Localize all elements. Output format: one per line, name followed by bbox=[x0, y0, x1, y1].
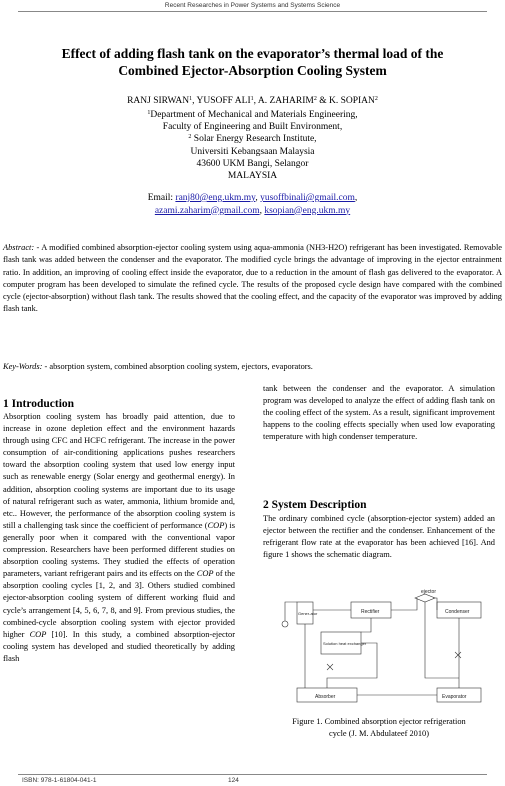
email-link-1[interactable]: ranj80@eng.ukm.my bbox=[175, 193, 256, 203]
keywords-label: Key-Words: bbox=[3, 362, 43, 371]
caption-line-2: cycle (J. M. Abdulateef 2010) bbox=[328, 729, 429, 738]
label-generator: Gener-ator bbox=[298, 611, 318, 616]
label-ejector: ejector bbox=[421, 589, 437, 595]
label-condenser: Condenser bbox=[445, 609, 470, 615]
pipe-rect-ejector bbox=[391, 598, 417, 610]
email-link-4[interactable]: ksopian@eng.ukm.my bbox=[264, 205, 351, 216]
author-4-affil: 2 bbox=[374, 96, 378, 102]
label-rectifier: Rectifier bbox=[361, 609, 380, 615]
affil-line-2: Faculty of Engineering and Built Environment, bbox=[162, 122, 343, 133]
abstract-text: - A modified combined absorption-ejector cooling system using aqua-ammonia (NH3-H2O) refrigerant has been investigated. Removable flash tank was added between the condenser and the evaporator. The modified cycle brings the advantage of improving in the ejector entrainment ratio. In addition, an improving of cooling effect inside the evaporator, due to a reduction in the amount of flash gas delivered to the evaporator. A computer program has been developed to simulate the refined cycle. The results of the proposed cycle design have compared with the combined cycle (ejector-absorption) without flash tank. The results showed that the cooling effect, and the capacity of the evaporator was improved by adding flash tank. bbox=[3, 243, 502, 314]
cop-term-1: COP bbox=[207, 520, 225, 530]
page-number: 124 bbox=[228, 777, 239, 784]
label-shx: Solution heat exchanger bbox=[323, 641, 367, 646]
paper-title bbox=[20, 45, 485, 79]
valve-1 bbox=[327, 664, 333, 670]
affil-line-4: Universiti Kebangsaan Malaysia bbox=[190, 146, 315, 157]
left-column bbox=[3, 397, 235, 665]
affil-line-6: MALAYSIA bbox=[227, 171, 278, 182]
intro-text-a: Absorption cooling system has broadly paid attention, due to increase in ozone depletion effect and the environment hazards through using CFC and HCFC refrigerant. The increase in the power consumption of air-conditioning applications pushes researchers toward the absorption cooling system that used low energy input such as renewable energy (Solar energy and geothermal energy). In addition, absorption cooling systems are important due to its usage of natural refrigerant such as water, ammonia, lithium bromide and, etc.. However, the performance of the absorption cooling system is still a challenging task since the coefficient of performance ( bbox=[3, 412, 235, 530]
cop-term-3: COP bbox=[29, 629, 47, 639]
keywords bbox=[3, 361, 502, 373]
affil-1-marker: 1 bbox=[147, 110, 151, 116]
header-rule bbox=[18, 11, 487, 12]
title-line-2: Combined Ejector-Absorption Cooling System bbox=[118, 63, 387, 78]
pipe-rect-shx bbox=[361, 618, 371, 632]
affil-line-5: 43600 UKM Bangi, Selangor bbox=[196, 158, 309, 169]
intro-text-c: of the absorption cooling cycles [1, 2, and 3]. Others studied combined ejector-absorption cooling system of different working fluid and cycle’s arrangement [4, 5, 6, 7, 8, and 9]. From previous studies, the combined-cycle absorption cooling system with ejector provided higher bbox=[3, 569, 235, 639]
intro-text-d: [10]. In this study, a combined absorption-ejector cooling system has developed and studied theoretically by adding flash bbox=[3, 629, 235, 663]
right-column-intro bbox=[263, 383, 495, 443]
isbn: ISBN: 978-1-61804-041-1 bbox=[22, 777, 97, 784]
section-2-body: The ordinary combined cycle (absorption-ejector system) added an ejector between the rectifier and the condenser. Enhancement of the refrigerant flow rate at the evaporator has been achieved [16]. And figure 1 shows the schematic diagram. bbox=[263, 514, 495, 560]
intro-text-b: ) is generally poor when it compared with the conventional vapor compression. Researchers have been performed different studies on absorption cooling systems. They studied the effects of operation parameters, variant refrigerant pairs and its effects on the bbox=[3, 520, 236, 579]
pump-symbol bbox=[282, 621, 288, 627]
pipe-pump-gen bbox=[285, 602, 297, 621]
author-2-affil: 1 bbox=[250, 96, 254, 102]
section-1-body bbox=[3, 411, 235, 665]
label-evaporator: Evaporator bbox=[442, 694, 467, 700]
abstract-label: Abstract: bbox=[3, 243, 35, 252]
section-2-heading: 2 System Description bbox=[263, 499, 367, 511]
pipe-ejector-cond bbox=[433, 598, 437, 610]
author-1: RANJ SIRWAN bbox=[127, 96, 190, 106]
email-link-3[interactable]: azami.zaharim@gmail.com bbox=[154, 205, 260, 216]
email-label: Email: bbox=[147, 193, 174, 203]
author-2: YUSOFF ALI bbox=[196, 96, 251, 106]
valve-2 bbox=[455, 652, 461, 658]
title-line-1: Effect of adding flash tank on the evaporator’s thermal load of the bbox=[61, 46, 444, 61]
email-link-2[interactable]: yusoffbinali@gmail.com bbox=[260, 193, 355, 203]
pipe-shx-abs bbox=[327, 643, 377, 688]
figure-caption bbox=[263, 716, 495, 740]
section-1-heading: 1 Introduction bbox=[3, 398, 75, 410]
affil-line-1: Department of Mechanical and Materials Engineering, bbox=[150, 110, 358, 120]
email-block: Email: ranj80@eng.ukm.my, yusoffbinali@gmail.com, azami.zaharim@gmail.com, ksopian@eng.ukm.my bbox=[147, 193, 358, 216]
affil-line-3: Solar Energy Research Institute, bbox=[193, 134, 317, 145]
affiliations bbox=[20, 109, 485, 182]
keywords-text: - absorption system, combined absorption cooling system, ejectors, evaporators. bbox=[44, 362, 313, 371]
author-1-affil: 1 bbox=[189, 96, 193, 102]
author-3-affil: 2 bbox=[313, 96, 317, 102]
caption-line-1: Figure 1. Combined absorption ejector refrigeration bbox=[292, 717, 466, 726]
footer-rule bbox=[18, 774, 487, 775]
running-header: Recent Researches in Power Systems and Systems Science bbox=[164, 2, 341, 9]
author-list: RANJ SIRWAN$^1$, YUSOFF ALI$^1$, A. ZAHARIM$^2$ & K. SOPIAN$^2$ bbox=[127, 96, 378, 106]
ejector-symbol bbox=[415, 594, 435, 602]
schematic-diagram bbox=[267, 588, 495, 713]
cop-term-2: COP bbox=[196, 569, 214, 579]
author-4: K. SOPIAN bbox=[328, 96, 375, 106]
intro-continued: tank between the condenser and the evaporator. A simulation program was developed to analyze the effect of adding flash tank on the cooling effect of the system. As a result, significant improvement happens to the cooling effects specially when used low evaporating temperature with high condenser temperature. bbox=[263, 384, 495, 442]
abstract bbox=[3, 242, 502, 316]
affil-2-marker: 2 bbox=[188, 134, 192, 141]
label-absorber: Absorber bbox=[315, 694, 336, 700]
author-3: A. ZAHARIM bbox=[257, 96, 314, 106]
